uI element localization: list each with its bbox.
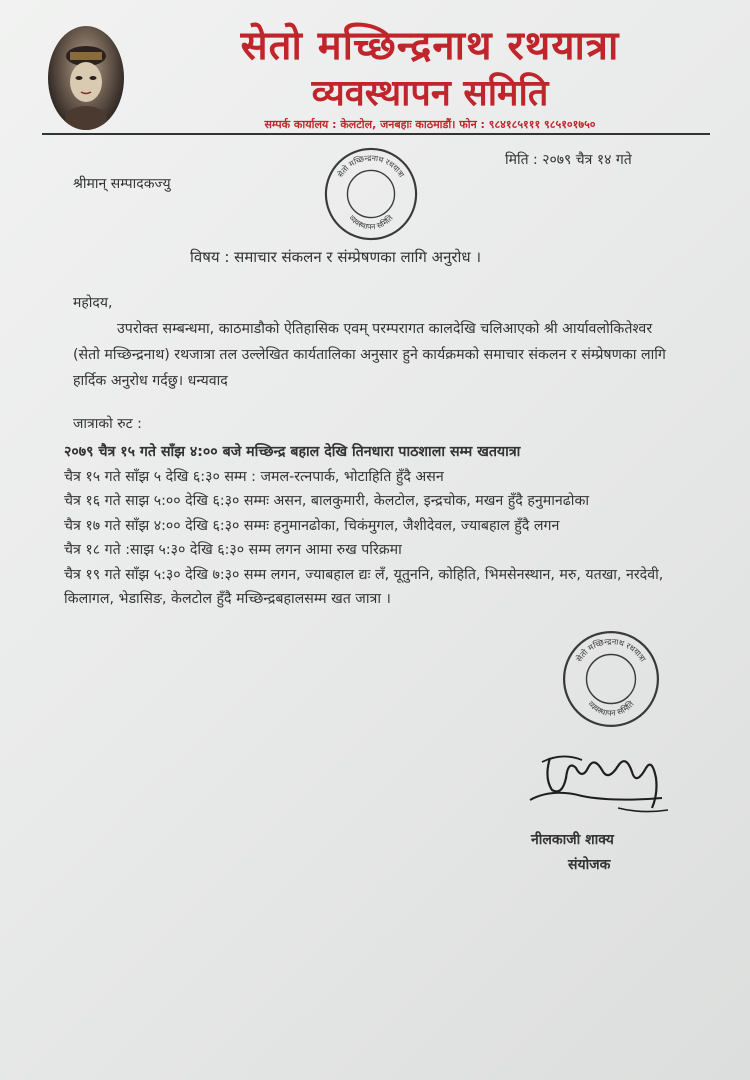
signer-title: संयोजक xyxy=(568,857,611,873)
addressee: श्रीमान् सम्पादकज्यु xyxy=(73,176,171,192)
letter-body xyxy=(73,316,677,394)
svg-text:सेतो मच्छिन्द्रनाथ रथयात्रा: सेतो मच्छिन्द्रनाथ रथयात्रा xyxy=(335,153,407,179)
letterhead-divider xyxy=(42,133,710,135)
deity-logo-image xyxy=(48,26,124,130)
contact-info: सम्पर्क कार्यालय : केलटोल, जनबहाः काठमाडौं। फोन : ९८४१८५१११ ९८५१०१७५० xyxy=(264,118,596,131)
svg-text:व्यवस्थापन समिति: व्यवस्थापन समिति xyxy=(586,698,636,718)
route-schedule xyxy=(64,440,684,612)
deity-face-icon xyxy=(48,26,124,130)
svg-text:सेतो मच्छिन्द्रनाथ रथयात्रा: सेतो मच्छिन्द्रनाथ रथयात्रा xyxy=(573,636,649,664)
route-line: २०७९ चैत्र १५ गते साँझ ४:०० बजे मच्छिन्द्र बहाल देखि तिनधारा पाठशाला सम्म खतयात्रा xyxy=(64,444,521,460)
body-text: उपरोक्त सम्बन्धमा, काठमाडौको ऐतिहासिक एवम् परम्परागत कालदेखि चलिआएको श्री आर्यावलोकितेश्वर (सेतो मच्छिन्द्रनाथ) रथजात्रा तल उल्लेखित कार्यतालिका अनुसार हुने कार्यक्रमको समाचार संकलन र संम्प्रेषणका लागि हार्दिक अनुरोध गर्दछु। धन्यवाद xyxy=(73,321,666,389)
route-line: चैत्र १६ गते साझ ५:०० देखि ६:३० सम्मः असन, बालकुमारी, केलटोल, इन्द्रचोक, मखन हुँदै हनुमानढोका xyxy=(64,493,590,509)
svg-text:व्यवस्थापन समिति: व्यवस्थापन समिति xyxy=(347,213,395,232)
greeting: महोदय, xyxy=(73,295,113,311)
letter-subject: विषय : समाचार संकलन र संम्प्रेषणका लागि अनुरोध । xyxy=(190,248,482,266)
signer-name: नीलकाजी शाक्य xyxy=(531,832,614,848)
committee-seal-stamp xyxy=(560,628,662,730)
organization-subtitle: व्यवस्थापन समिति xyxy=(311,73,549,114)
committee-seal-stamp xyxy=(322,145,420,243)
route-heading: जात्राको रुट : xyxy=(73,416,142,432)
route-line: चैत्र १५ गते साँझ ५ देखि ६:३० सम्म : जमल-रत्नपार्क, भोटाहिति हुँदै असन xyxy=(64,468,444,485)
organization-title: सेतो मच्छिन्द्रनाथ रथयात्रा xyxy=(240,23,620,69)
handwritten-signature xyxy=(522,738,672,824)
route-line: चैत्र १९ गते साँझ ५:३० देखि ७:३० सम्म लगन, ज्याबहाल द्यः लँ, यूतुननि, कोहिति, भिमसेनस्थान, मरु, यतखा, नरदेवी, किलागल, भेडासिङ, केलटोल हुँदै मच्छिन्द्रबहालसम्म खत जात्रा । xyxy=(64,566,664,607)
letter-date: मिति : २०७९ चैत्र १४ गते xyxy=(505,152,632,168)
route-line: चैत्र १८ गते :साझ ५:३० देखि ६:३० सम्म लगन आमा रुख परिक्रमा xyxy=(64,542,402,558)
route-line: चैत्र १७ गते साँझ ४:०० देखि ६:३० सम्मः हनुमानढोका, चिकंमुगल, जैशीदेवल, ज्याबहाल हुँदै लगन xyxy=(64,517,560,534)
